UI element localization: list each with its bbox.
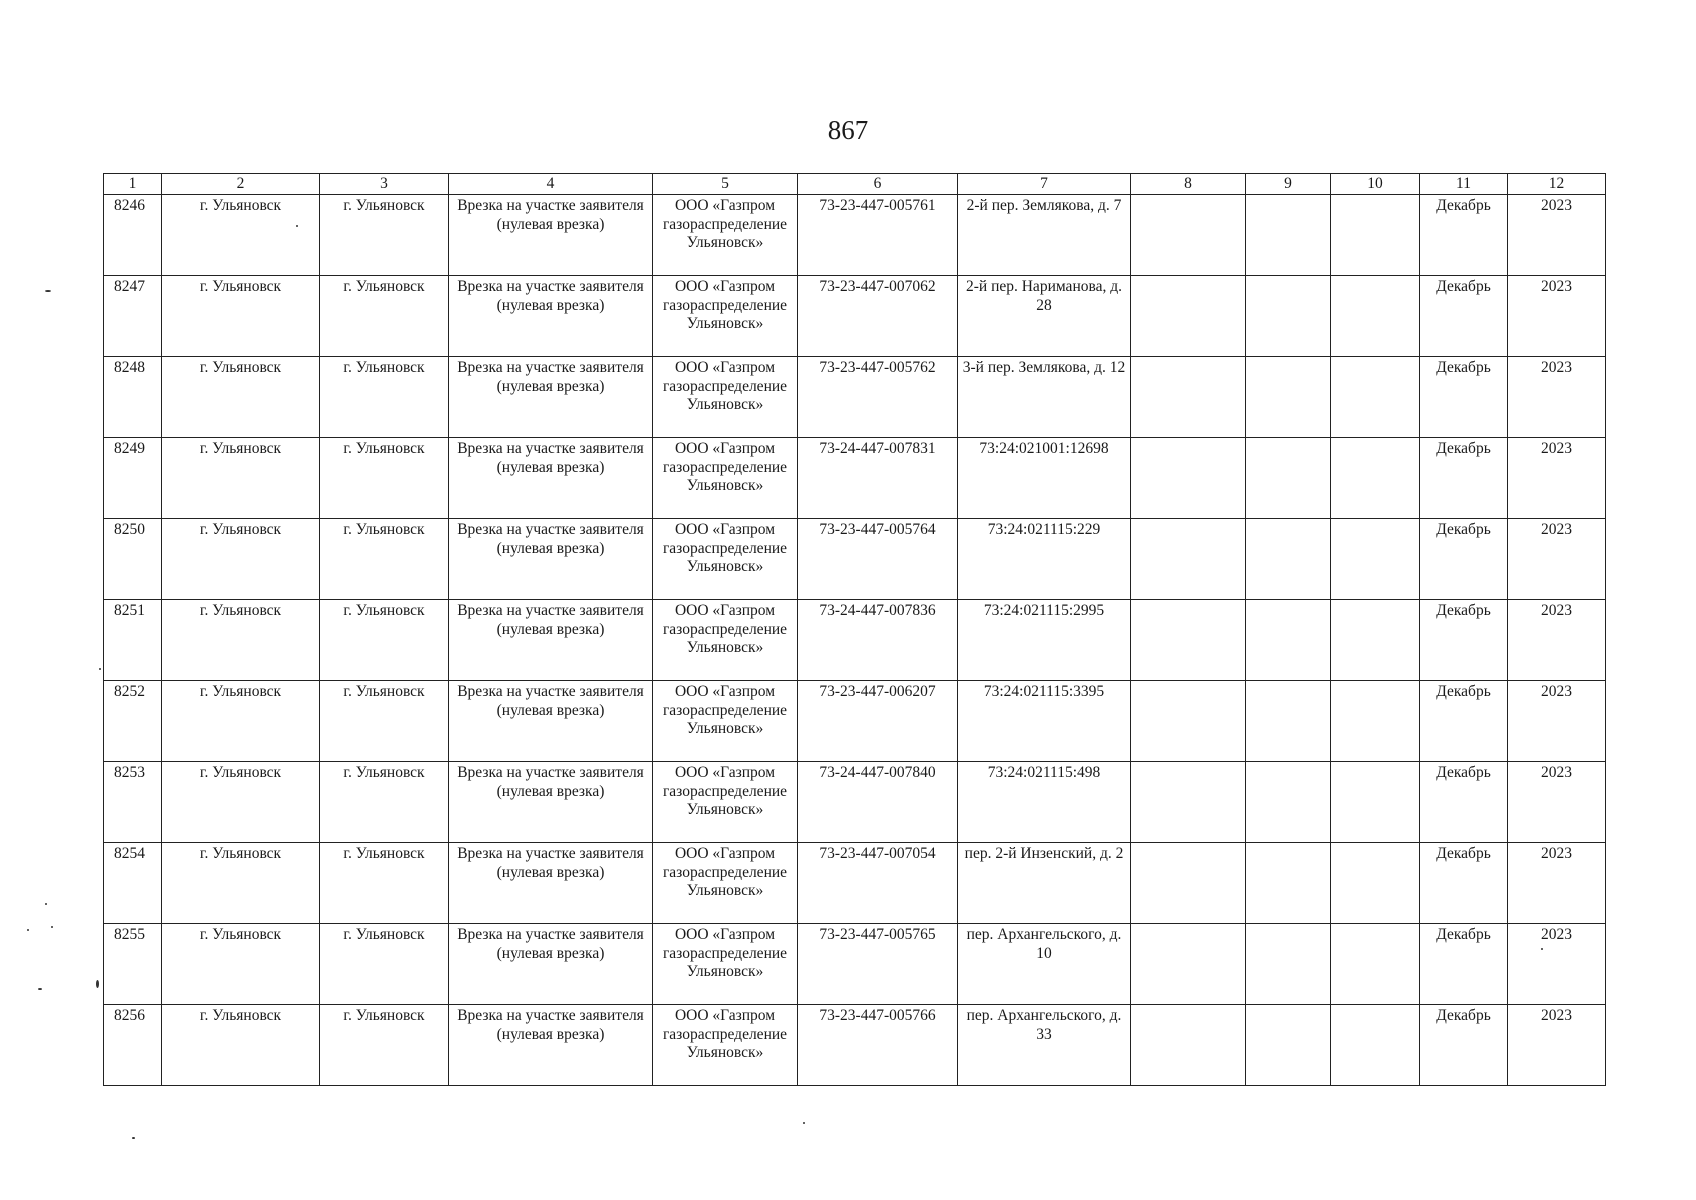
address-cell: 2-й пер. Нариманова, д. 28: [958, 276, 1131, 357]
row-number: 8246: [104, 195, 162, 276]
object-code-cell: 73-23-447-005761: [798, 195, 958, 276]
district-cell: г. Ульяновск: [162, 600, 320, 681]
settlement-cell: г. Ульяновск: [320, 519, 449, 600]
table-row: [104, 357, 1606, 438]
organization-cell: ООО «Газпром газораспределение Ульяновск»: [653, 600, 798, 681]
column-10-cell: [1331, 681, 1420, 762]
scan-speck: [1541, 948, 1543, 950]
year-cell: 2023: [1508, 843, 1606, 924]
year-cell: 2023: [1508, 681, 1606, 762]
object-code-cell: 73-24-447-007831: [798, 438, 958, 519]
scan-speck: [132, 1137, 135, 1139]
scan-speck: [45, 903, 47, 905]
object-code-cell: 73-24-447-007840: [798, 762, 958, 843]
work-type-cell: Врезка на участке заявителя (нулевая врезка): [449, 843, 653, 924]
month-cell: Декабрь: [1420, 924, 1508, 1005]
year-cell: 2023: [1508, 276, 1606, 357]
column-8-cell: [1131, 681, 1246, 762]
year-cell: 2023: [1508, 519, 1606, 600]
address-cell: 3-й пер. Землякова, д. 12: [958, 357, 1131, 438]
work-type-cell: Врезка на участке заявителя (нулевая врезка): [449, 276, 653, 357]
district-cell: г. Ульяновск: [162, 438, 320, 519]
month-cell: Декабрь: [1420, 762, 1508, 843]
row-number: 8248: [104, 357, 162, 438]
object-code-cell: 73-23-447-005765: [798, 924, 958, 1005]
column-8-cell: [1131, 600, 1246, 681]
year-cell: 2023: [1508, 762, 1606, 843]
row-number: 8253: [104, 762, 162, 843]
row-number: 8247: [104, 276, 162, 357]
column-header-1: 1: [104, 174, 162, 195]
work-type-cell: Врезка на участке заявителя (нулевая врезка): [449, 1005, 653, 1086]
organization-cell: ООО «Газпром газораспределение Ульяновск»: [653, 357, 798, 438]
work-type-cell: Врезка на участке заявителя (нулевая врезка): [449, 519, 653, 600]
table-row: [104, 681, 1606, 762]
organization-cell: ООО «Газпром газораспределение Ульяновск»: [653, 438, 798, 519]
header-row: [104, 174, 1606, 195]
object-code-cell: 73-23-447-005764: [798, 519, 958, 600]
object-code-cell: 73-23-447-006207: [798, 681, 958, 762]
address-cell: 73:24:021115:498: [958, 762, 1131, 843]
column-header-6: 6: [798, 174, 958, 195]
month-cell: Декабрь: [1420, 519, 1508, 600]
settlement-cell: г. Ульяновск: [320, 1005, 449, 1086]
scan-speck: [803, 1122, 805, 1124]
page-number: 867: [827, 115, 869, 145]
organization-cell: ООО «Газпром газораспределение Ульяновск»: [653, 681, 798, 762]
scan-speck: [296, 225, 298, 227]
column-9-cell: [1246, 843, 1331, 924]
address-cell: пер. Архангельского, д. 33: [958, 1005, 1131, 1086]
address-cell: 73:24:021115:2995: [958, 600, 1131, 681]
column-9-cell: [1246, 357, 1331, 438]
district-cell: г. Ульяновск: [162, 843, 320, 924]
table-row: [104, 519, 1606, 600]
column-9-cell: [1246, 276, 1331, 357]
month-cell: Декабрь: [1420, 195, 1508, 276]
scan-speck: [45, 290, 51, 292]
work-type-cell: Врезка на участке заявителя (нулевая врезка): [449, 600, 653, 681]
table-row: [104, 600, 1606, 681]
gasification-schedule-table: [103, 173, 1606, 1086]
column-9-cell: [1246, 1005, 1331, 1086]
scan-speck: [51, 926, 53, 928]
column-8-cell: [1131, 357, 1246, 438]
row-number: 8250: [104, 519, 162, 600]
district-cell: г. Ульяновск: [162, 1005, 320, 1086]
object-code-cell: 73-23-447-007054: [798, 843, 958, 924]
column-8-cell: [1131, 195, 1246, 276]
scan-speck: [96, 980, 99, 988]
column-header-10: 10: [1331, 174, 1420, 195]
district-cell: г. Ульяновск: [162, 276, 320, 357]
column-10-cell: [1331, 519, 1420, 600]
month-cell: Декабрь: [1420, 1005, 1508, 1086]
column-10-cell: [1331, 276, 1420, 357]
column-8-cell: [1131, 438, 1246, 519]
settlement-cell: г. Ульяновск: [320, 195, 449, 276]
settlement-cell: г. Ульяновск: [320, 357, 449, 438]
organization-cell: ООО «Газпром газораспределение Ульяновск»: [653, 762, 798, 843]
district-cell: г. Ульяновск: [162, 681, 320, 762]
address-cell: 73:24:021115:229: [958, 519, 1131, 600]
district-cell: г. Ульяновск: [162, 762, 320, 843]
row-number: 8251: [104, 600, 162, 681]
column-header-3: 3: [320, 174, 449, 195]
column-8-cell: [1131, 843, 1246, 924]
column-9-cell: [1246, 762, 1331, 843]
district-cell: г. Ульяновск: [162, 357, 320, 438]
column-8-cell: [1131, 924, 1246, 1005]
settlement-cell: г. Ульяновск: [320, 438, 449, 519]
object-code-cell: 73-23-447-007062: [798, 276, 958, 357]
column-header-8: 8: [1131, 174, 1246, 195]
column-9-cell: [1246, 438, 1331, 519]
settlement-cell: г. Ульяновск: [320, 276, 449, 357]
table-header: [104, 174, 1606, 195]
table-row: [104, 276, 1606, 357]
column-10-cell: [1331, 438, 1420, 519]
table-row: [104, 843, 1606, 924]
table-row: [104, 1005, 1606, 1086]
organization-cell: ООО «Газпром газораспределение Ульяновск»: [653, 276, 798, 357]
object-code-cell: 73-23-447-005762: [798, 357, 958, 438]
column-header-4: 4: [449, 174, 653, 195]
row-number: 8249: [104, 438, 162, 519]
year-cell: 2023: [1508, 357, 1606, 438]
table-row: [104, 762, 1606, 843]
column-10-cell: [1331, 600, 1420, 681]
year-cell: 2023: [1508, 1005, 1606, 1086]
row-number: 8256: [104, 1005, 162, 1086]
district-cell: г. Ульяновск: [162, 519, 320, 600]
address-cell: 73:24:021001:12698: [958, 438, 1131, 519]
month-cell: Декабрь: [1420, 357, 1508, 438]
column-8-cell: [1131, 762, 1246, 843]
address-cell: пер. 2-й Инзенский, д. 2: [958, 843, 1131, 924]
column-8-cell: [1131, 1005, 1246, 1086]
column-header-5: 5: [653, 174, 798, 195]
work-type-cell: Врезка на участке заявителя (нулевая врезка): [449, 357, 653, 438]
year-cell: 2023: [1508, 195, 1606, 276]
work-type-cell: Врезка на участке заявителя (нулевая врезка): [449, 762, 653, 843]
settlement-cell: г. Ульяновск: [320, 924, 449, 1005]
year-cell: 2023: [1508, 438, 1606, 519]
column-9-cell: [1246, 195, 1331, 276]
column-9-cell: [1246, 519, 1331, 600]
month-cell: Декабрь: [1420, 681, 1508, 762]
column-10-cell: [1331, 1005, 1420, 1086]
scan-speck: [38, 988, 42, 990]
year-cell: 2023: [1508, 600, 1606, 681]
scan-speck: [27, 929, 29, 931]
settlement-cell: г. Ульяновск: [320, 681, 449, 762]
organization-cell: ООО «Газпром газораспределение Ульяновск»: [653, 519, 798, 600]
column-10-cell: [1331, 924, 1420, 1005]
table-row: [104, 195, 1606, 276]
address-cell: 2-й пер. Землякова, д. 7: [958, 195, 1131, 276]
district-cell: г. Ульяновск: [162, 924, 320, 1005]
column-header-9: 9: [1246, 174, 1331, 195]
column-8-cell: [1131, 519, 1246, 600]
settlement-cell: г. Ульяновск: [320, 600, 449, 681]
district-cell: г. Ульяновск: [162, 195, 320, 276]
settlement-cell: г. Ульяновск: [320, 843, 449, 924]
organization-cell: ООО «Газпром газораспределение Ульяновск»: [653, 843, 798, 924]
organization-cell: ООО «Газпром газораспределение Ульяновск»: [653, 195, 798, 276]
column-header-2: 2: [162, 174, 320, 195]
object-code-cell: 73-24-447-007836: [798, 600, 958, 681]
work-type-cell: Врезка на участке заявителя (нулевая врезка): [449, 924, 653, 1005]
row-number: 8254: [104, 843, 162, 924]
column-8-cell: [1131, 276, 1246, 357]
column-10-cell: [1331, 843, 1420, 924]
table-row: [104, 438, 1606, 519]
address-cell: пер. Архангельского, д. 10: [958, 924, 1131, 1005]
work-type-cell: Врезка на участке заявителя (нулевая врезка): [449, 681, 653, 762]
month-cell: Декабрь: [1420, 276, 1508, 357]
column-header-7: 7: [958, 174, 1131, 195]
scan-speck: [99, 668, 101, 670]
object-code-cell: 73-23-447-005766: [798, 1005, 958, 1086]
table-row: [104, 924, 1606, 1005]
organization-cell: ООО «Газпром газораспределение Ульяновск»: [653, 924, 798, 1005]
column-9-cell: [1246, 681, 1331, 762]
month-cell: Декабрь: [1420, 600, 1508, 681]
work-type-cell: Врезка на участке заявителя (нулевая врезка): [449, 438, 653, 519]
month-cell: Декабрь: [1420, 438, 1508, 519]
year-cell: 2023: [1508, 924, 1606, 1005]
settlement-cell: г. Ульяновск: [320, 762, 449, 843]
table-body: [104, 195, 1606, 1086]
column-9-cell: [1246, 600, 1331, 681]
column-header-11: 11: [1420, 174, 1508, 195]
column-10-cell: [1331, 357, 1420, 438]
column-10-cell: [1331, 762, 1420, 843]
address-cell: 73:24:021115:3395: [958, 681, 1131, 762]
work-type-cell: Врезка на участке заявителя (нулевая врезка): [449, 195, 653, 276]
column-header-12: 12: [1508, 174, 1606, 195]
column-10-cell: [1331, 195, 1420, 276]
organization-cell: ООО «Газпром газораспределение Ульяновск»: [653, 1005, 798, 1086]
column-9-cell: [1246, 924, 1331, 1005]
row-number: 8255: [104, 924, 162, 1005]
row-number: 8252: [104, 681, 162, 762]
month-cell: Декабрь: [1420, 843, 1508, 924]
